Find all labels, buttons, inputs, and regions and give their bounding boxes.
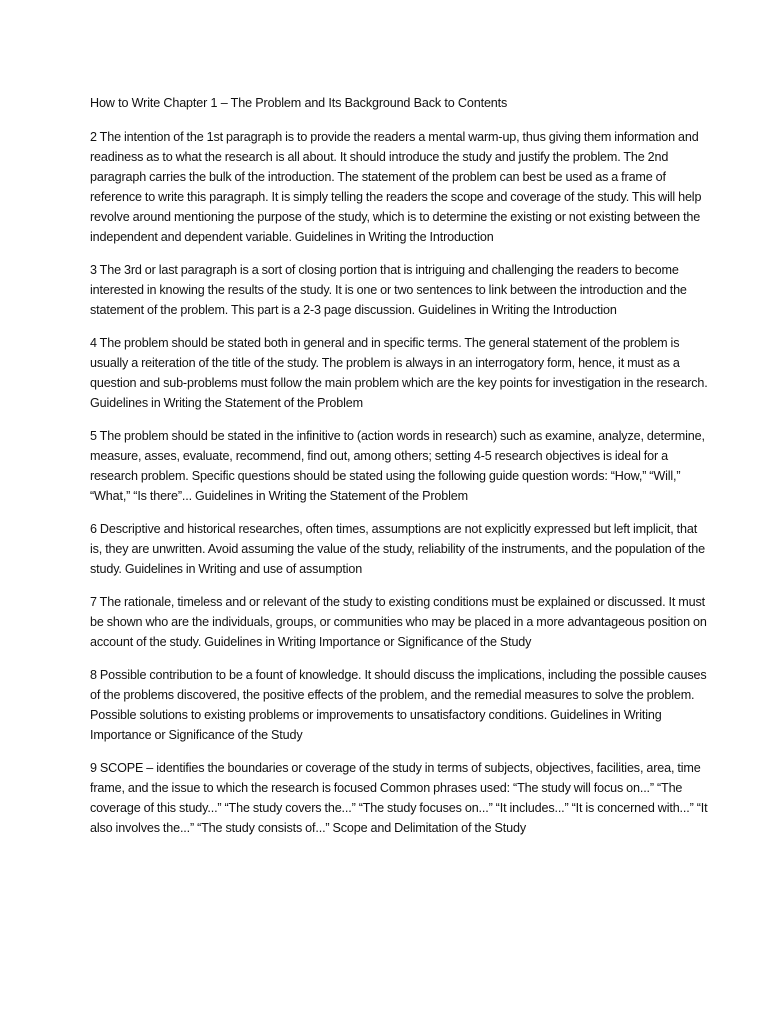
- paragraph-9: 9 SCOPE – identifies the boundaries or coverage of the study in terms of subjects, objectives, facilities, area, time frame, and the issue to which the research is focused Common phrases used: “The study will focus on...” “The coverage of this study...” “The study covers the...” “The study focuses on...” “It includes...” “It is concerned with...” “It also involves the...” “The study consists of...” Scope and Delimitation of the Study: [90, 761, 708, 835]
- paragraph-7: 7 The rationale, timeless and or relevant of the study to existing conditions must be explained or discussed. It must be shown who are the individuals, groups, or communities who may be placed in a more advantageous position on account of the study. Guidelines in Writing Importance or Significance of the Study: [90, 595, 707, 649]
- paragraph-6: 6 Descriptive and historical researches, often times, assumptions are not explicitly expressed but left implicit, that is, they are unwritten. Avoid assuming the value of the study, reliability of the instruments, and the population of the study. Guidelines in Writing and use of assumption: [90, 522, 705, 576]
- paragraph-8: 8 Possible contribution to be a fount of knowledge. It should discuss the implications, including the possible causes of the problems discovered, the positive effects of the problem, and the remedial measures to solve the problem. Possible solutions to existing problems or improvements to unsatisfactory conditions. Guidelines in Writing Importance or Significance of the Study: [90, 668, 707, 742]
- paragraph-2: 2 The intention of the 1st paragraph is to provide the readers a mental warm-up, thus giving them information and readiness as to what the research is all about. It should introduce the study and justify the problem. The 2nd paragraph carries the bulk of the introduction. The statement of the problem can best be used as a frame of reference to write this paragraph. It is simply telling the readers the scope and coverage of the study. This will help revolve around mentioning the purpose of the study, which is to determine the existing or not existing between the independent and dependent variable. Guidelines in Writing the Introduction: [90, 130, 702, 244]
- paragraph-5: 5 The problem should be stated in the infinitive to (action words in research) such as examine, analyze, determine, measure, asses, evaluate, recommend, find out, among others; setting 4-5 research objectives is ideal for a research problem. Specific questions should be stated using the following guide question words: “How,” “Will,” “What,” “Is there”... Guidelines in Writing the Statement of the Problem: [90, 429, 705, 503]
- paragraph-3: 3 The 3rd or last paragraph is a sort of closing portion that is intriguing and challenging the readers to become interested in knowing the results of the study. It is one or two sentences to link between the introduction and the statement of the problem. This part is a 2-3 page discussion. Guidelines in Writing the Introduction: [90, 263, 687, 317]
- document-title: How to Write Chapter 1 – The Problem and Its Background Back to Contents: [90, 96, 508, 110]
- paragraph-4: 4 The problem should be stated both in general and in specific terms. The general statement of the problem is usually a reiteration of the title of the study. The problem is always in an interrogatory form, hence, it must as a question and sub-problems must follow the main problem which are the key points for investigation in the research. Guidelines in Writing the Statement of the Problem: [90, 336, 708, 410]
